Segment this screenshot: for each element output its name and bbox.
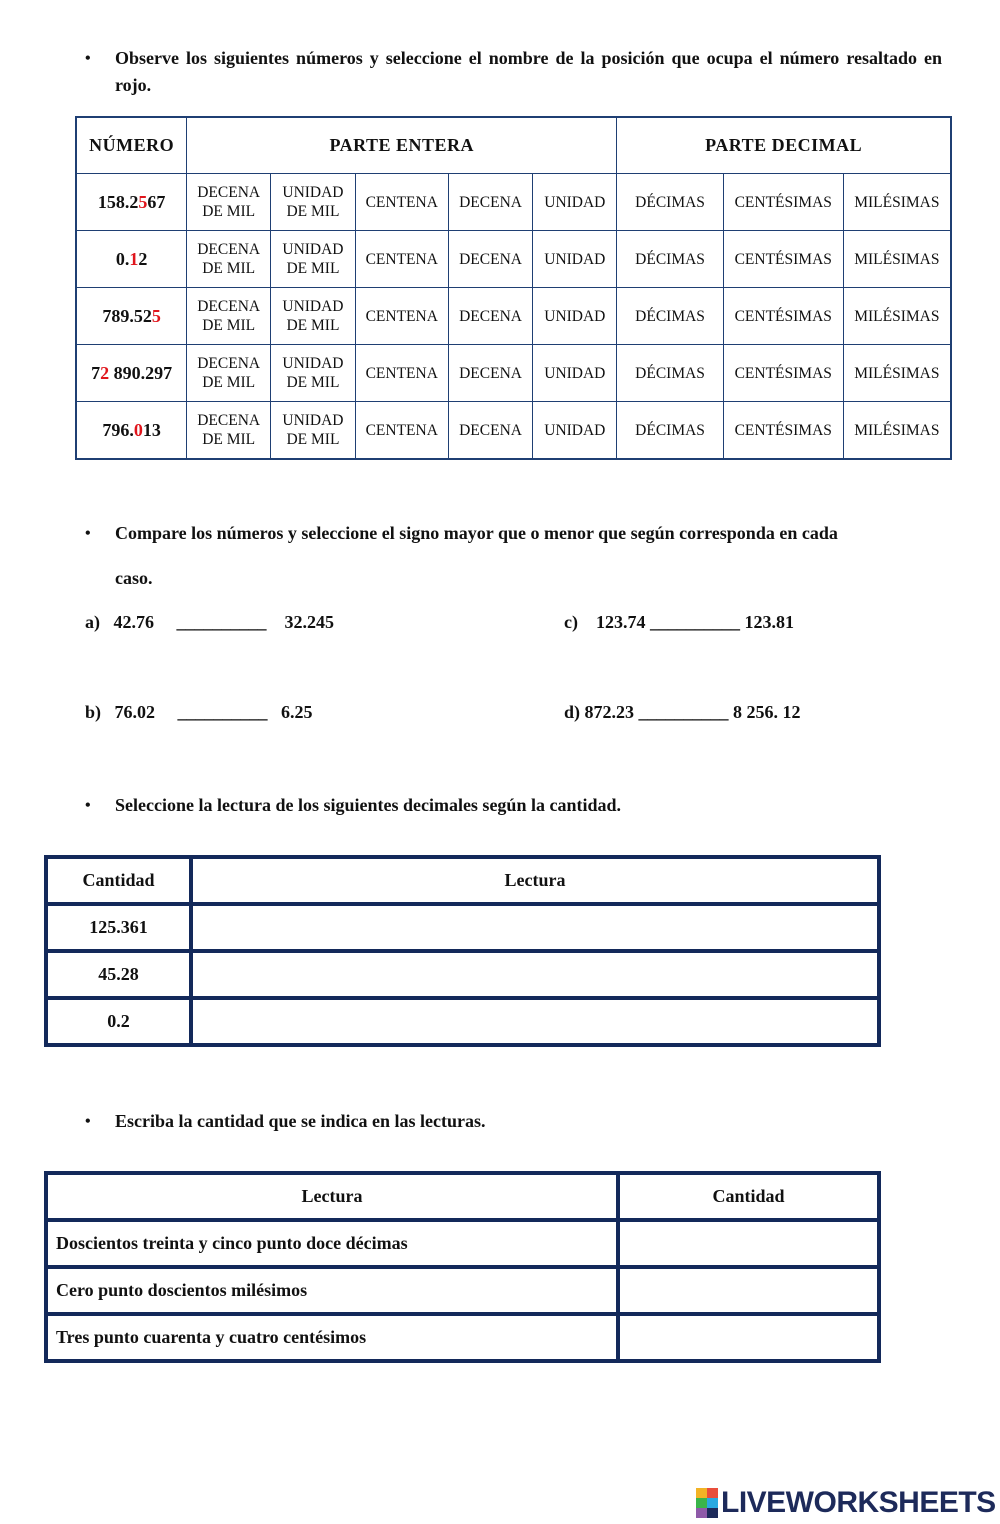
number-cell: 0.12 xyxy=(76,231,187,288)
reading-table xyxy=(44,855,881,1047)
option-decena[interactable]: DECENA xyxy=(448,231,533,288)
option-decimas[interactable]: DÉCIMAS xyxy=(617,174,724,231)
option-unidad[interactable]: UNIDAD xyxy=(533,174,617,231)
option-unidad-de-mil[interactable]: UNIDAD DE MIL xyxy=(271,288,356,345)
header-parte-entera: PARTE ENTERA xyxy=(187,117,617,174)
option-centena[interactable]: CENTENA xyxy=(355,402,448,460)
cantidad-cell: 125.361 xyxy=(46,904,191,951)
liveworksheets-logo-icon xyxy=(696,1488,718,1518)
option-unidad[interactable]: UNIDAD xyxy=(533,288,617,345)
option-centesimas[interactable]: CENTÉSIMAS xyxy=(723,174,843,231)
header-parte-decimal: PARTE DECIMAL xyxy=(617,117,951,174)
option-unidad[interactable]: UNIDAD xyxy=(533,231,617,288)
number-cell: 789.525 xyxy=(76,288,187,345)
table-row xyxy=(76,174,951,231)
option-decena-de-mil[interactable]: DECENA DE MIL xyxy=(187,288,271,345)
highlighted-digit: 0 xyxy=(133,419,143,440)
option-unidad[interactable]: UNIDAD xyxy=(533,345,617,402)
lectura-answer-field[interactable] xyxy=(191,951,879,998)
number-cell: 158.2567 xyxy=(76,174,187,231)
number-cell: 796.013 xyxy=(76,402,187,460)
option-milesimas[interactable]: MILÉSIMAS xyxy=(843,345,951,402)
bullet-icon: • xyxy=(85,1113,91,1130)
highlighted-digit: 1 xyxy=(129,248,139,269)
option-centena[interactable]: CENTENA xyxy=(355,345,448,402)
header-numero: NÚMERO xyxy=(76,117,187,174)
option-decimas[interactable]: DÉCIMAS xyxy=(617,402,724,460)
option-milesimas[interactable]: MILÉSIMAS xyxy=(843,288,951,345)
instruction-2-cont: caso. xyxy=(115,568,153,588)
option-decena[interactable]: DECENA xyxy=(448,288,533,345)
option-centesimas[interactable]: CENTÉSIMAS xyxy=(723,345,843,402)
table-row xyxy=(76,231,951,288)
option-centesimas[interactable]: CENTÉSIMAS xyxy=(723,231,843,288)
lectura-cell: Doscientos treinta y cinco punto doce décimas xyxy=(46,1220,618,1267)
header-cantidad: Cantidad xyxy=(618,1173,879,1220)
lectura-cell: Tres punto cuarenta y cuatro centésimos xyxy=(46,1314,618,1361)
table-row xyxy=(46,904,879,951)
bullet-icon: • xyxy=(85,525,91,542)
cantidad-answer-field[interactable] xyxy=(618,1314,879,1361)
header-cantidad: Cantidad xyxy=(46,857,191,904)
table-row xyxy=(76,345,951,402)
compare-item-a[interactable]: a) 42.76 __________ 32.245 xyxy=(85,612,334,632)
table-row xyxy=(46,998,879,1045)
logo-text: LIVEWORKSHEETS xyxy=(721,1486,996,1519)
option-centesimas[interactable]: CENTÉSIMAS xyxy=(723,288,843,345)
table-row xyxy=(76,288,951,345)
cantidad-cell: 0.2 xyxy=(46,998,191,1045)
compare-item-b[interactable]: b) 76.02 __________ 6.25 xyxy=(85,702,313,722)
writing-table xyxy=(44,1171,881,1363)
option-decena-de-mil[interactable]: DECENA DE MIL xyxy=(187,174,271,231)
cantidad-answer-field[interactable] xyxy=(618,1267,879,1314)
option-decena-de-mil[interactable]: DECENA DE MIL xyxy=(187,231,271,288)
option-decimas[interactable]: DÉCIMAS xyxy=(617,231,724,288)
option-decena[interactable]: DECENA xyxy=(448,345,533,402)
lectura-cell: Cero punto doscientos milésimos xyxy=(46,1267,618,1314)
highlighted-digit: 5 xyxy=(138,191,148,212)
bullet-icon: • xyxy=(85,797,91,814)
header-lectura: Lectura xyxy=(46,1173,618,1220)
option-unidad-de-mil[interactable]: UNIDAD DE MIL xyxy=(271,174,356,231)
option-unidad-de-mil[interactable]: UNIDAD DE MIL xyxy=(271,402,356,460)
option-centena[interactable]: CENTENA xyxy=(355,231,448,288)
lectura-answer-field[interactable] xyxy=(191,904,879,951)
option-decena[interactable]: DECENA xyxy=(448,402,533,460)
option-unidad-de-mil[interactable]: UNIDAD DE MIL xyxy=(271,345,356,402)
table-row xyxy=(46,951,879,998)
highlighted-digit: 5 xyxy=(151,305,161,326)
option-unidad[interactable]: UNIDAD xyxy=(533,402,617,460)
table-row xyxy=(46,1314,879,1361)
option-centena[interactable]: CENTENA xyxy=(355,174,448,231)
instruction-2: • Compare los números y seleccione el signo mayor que o menor que según corresponda en cada xyxy=(85,520,942,547)
option-milesimas[interactable]: MILÉSIMAS xyxy=(843,402,951,460)
option-milesimas[interactable]: MILÉSIMAS xyxy=(843,174,951,231)
instruction-4: • Escriba la cantidad que se indica en las lecturas. xyxy=(85,1108,942,1135)
option-decena-de-mil[interactable]: DECENA DE MIL xyxy=(187,345,271,402)
header-lectura: Lectura xyxy=(191,857,879,904)
option-unidad-de-mil[interactable]: UNIDAD DE MIL xyxy=(271,231,356,288)
instruction-1: • Observe los siguientes números y seleccione el nombre de la posición que ocupa el número resaltado en rojo. xyxy=(85,45,942,99)
table-row xyxy=(46,1220,879,1267)
number-cell: 72 890.297 xyxy=(76,345,187,402)
option-milesimas[interactable]: MILÉSIMAS xyxy=(843,231,951,288)
instruction-3: • Seleccione la lectura de los siguientes decimales según la cantidad. xyxy=(85,792,942,819)
option-centesimas[interactable]: CENTÉSIMAS xyxy=(723,402,843,460)
option-decena[interactable]: DECENA xyxy=(448,174,533,231)
option-decena-de-mil[interactable]: DECENA DE MIL xyxy=(187,402,271,460)
option-centena[interactable]: CENTENA xyxy=(355,288,448,345)
bullet-icon: • xyxy=(85,50,91,67)
table-row xyxy=(46,1267,879,1314)
compare-item-c[interactable]: c) 123.74 __________ 123.81 xyxy=(564,612,794,632)
option-decimas[interactable]: DÉCIMAS xyxy=(617,288,724,345)
cantidad-answer-field[interactable] xyxy=(618,1220,879,1267)
cantidad-cell: 45.28 xyxy=(46,951,191,998)
table-row xyxy=(76,402,951,460)
lectura-answer-field[interactable] xyxy=(191,998,879,1045)
liveworksheets-logo xyxy=(696,1486,996,1520)
position-table xyxy=(75,116,952,460)
compare-item-d[interactable]: d) 872.23 __________ 8 256. 12 xyxy=(564,702,801,722)
highlighted-digit: 2 xyxy=(100,362,110,383)
option-decimas[interactable]: DÉCIMAS xyxy=(617,345,724,402)
